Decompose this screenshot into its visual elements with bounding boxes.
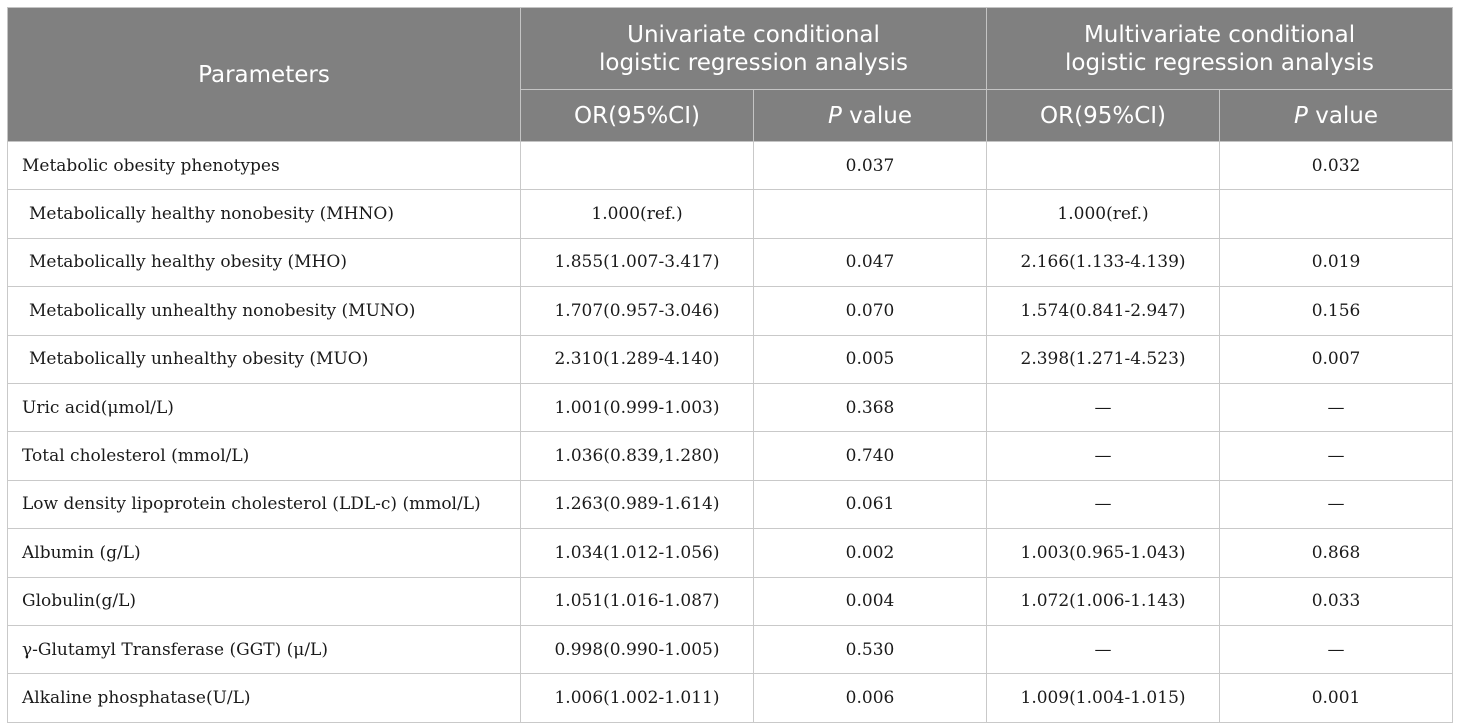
table-row <box>8 577 1453 625</box>
row-multi-or: 1.574(0.841-2.947) <box>987 287 1220 335</box>
row-multi-p: 0.868 <box>1220 529 1453 577</box>
row-multi-p <box>1220 190 1453 238</box>
row-uni-p: 0.005 <box>754 335 987 383</box>
table-row <box>8 674 1453 722</box>
row-multi-p: 0.007 <box>1220 335 1453 383</box>
row-uni-p: 0.070 <box>754 287 987 335</box>
table-row <box>8 190 1453 238</box>
row-parameter: γ-Glutamyl Transferase (GGT) (μ/L) <box>8 625 521 673</box>
row-parameter: Alkaline phosphatase(U/L) <box>8 674 521 722</box>
row-multi-p: 0.019 <box>1220 238 1453 286</box>
header-multi-or: OR(95%CI) <box>987 90 1220 142</box>
row-multi-or: 1.003(0.965-1.043) <box>987 529 1220 577</box>
row-uni-p: 0.004 <box>754 577 987 625</box>
row-uni-or: 1.263(0.989-1.614) <box>521 480 754 528</box>
row-uni-p: 0.368 <box>754 383 987 431</box>
row-multi-or: 1.009(1.004-1.015) <box>987 674 1220 722</box>
row-parameter: Low density lipoprotein cholesterol (LDL-c) (mmol/L) <box>8 480 521 528</box>
row-multi-p: — <box>1220 480 1453 528</box>
table-row <box>8 480 1453 528</box>
row-multi-or: 1.000(ref.) <box>987 190 1220 238</box>
row-multi-p: — <box>1220 432 1453 480</box>
table-row <box>8 238 1453 286</box>
regression-table <box>7 7 1453 723</box>
header-univariate-line2: logistic regression analysis <box>598 49 909 76</box>
row-uni-or: 1.036(0.839,1.280) <box>521 432 754 480</box>
table-body <box>8 142 1453 723</box>
table-row <box>8 142 1453 190</box>
header-uni-or: OR(95%CI) <box>521 90 754 142</box>
table-row <box>8 432 1453 480</box>
row-parameter: Metabolic obesity phenotypes <box>8 142 521 190</box>
row-parameter: Uric acid(μmol/L) <box>8 383 521 431</box>
row-uni-p: 0.061 <box>754 480 987 528</box>
header-multi-p <box>1220 90 1453 142</box>
row-uni-or: 1.034(1.012-1.056) <box>521 529 754 577</box>
row-multi-p: 0.032 <box>1220 142 1453 190</box>
row-uni-or: 0.998(0.990-1.005) <box>521 625 754 673</box>
p-suffix: value <box>1307 102 1379 129</box>
row-uni-or: 1.001(0.999-1.003) <box>521 383 754 431</box>
header-multivariate-line1: Multivariate conditional <box>1083 21 1356 48</box>
p-italic: P <box>828 102 842 129</box>
header-uni-p <box>754 90 987 142</box>
table-row <box>8 287 1453 335</box>
p-suffix: value <box>841 102 913 129</box>
header-multivariate <box>987 8 1453 90</box>
row-uni-or: 1.051(1.016-1.087) <box>521 577 754 625</box>
row-uni-or: 1.006(1.002-1.011) <box>521 674 754 722</box>
row-multi-p: — <box>1220 625 1453 673</box>
row-multi-or: 2.166(1.133-4.139) <box>987 238 1220 286</box>
row-multi-or: — <box>987 625 1220 673</box>
row-multi-or: — <box>987 432 1220 480</box>
row-uni-p: 0.740 <box>754 432 987 480</box>
header-univariate <box>521 8 987 90</box>
row-parameter: Total cholesterol (mmol/L) <box>8 432 521 480</box>
header-row-groups <box>8 8 1453 90</box>
row-multi-or: — <box>987 383 1220 431</box>
row-parameter: Metabolically unhealthy obesity (MUO) <box>8 335 521 383</box>
header-parameters: Parameters <box>8 8 521 142</box>
row-multi-or: 2.398(1.271-4.523) <box>987 335 1220 383</box>
row-parameter: Metabolically healthy nonobesity (MHNO) <box>8 190 521 238</box>
row-uni-or: 2.310(1.289-4.140) <box>521 335 754 383</box>
row-uni-p: 0.530 <box>754 625 987 673</box>
table-row <box>8 383 1453 431</box>
table-row <box>8 529 1453 577</box>
row-multi-p: 0.033 <box>1220 577 1453 625</box>
p-italic: P <box>1294 102 1308 129</box>
row-parameter: Metabolically unhealthy nonobesity (MUNO) <box>8 287 521 335</box>
row-uni-or: 1.855(1.007-3.417) <box>521 238 754 286</box>
header-univariate-line1: Univariate conditional <box>627 21 880 48</box>
row-uni-p: 0.047 <box>754 238 987 286</box>
row-multi-p: 0.001 <box>1220 674 1453 722</box>
row-parameter: Metabolically healthy obesity (MHO) <box>8 238 521 286</box>
row-uni-or: 1.000(ref.) <box>521 190 754 238</box>
row-parameter: Albumin (g/L) <box>8 529 521 577</box>
table-row <box>8 625 1453 673</box>
row-multi-or: 1.072(1.006-1.143) <box>987 577 1220 625</box>
row-multi-p: — <box>1220 383 1453 431</box>
row-uni-p: 0.006 <box>754 674 987 722</box>
row-uni-or: 1.707(0.957-3.046) <box>521 287 754 335</box>
row-uni-p: 0.002 <box>754 529 987 577</box>
row-parameter: Globulin(g/L) <box>8 577 521 625</box>
row-multi-p: 0.156 <box>1220 287 1453 335</box>
table-header <box>8 8 1453 142</box>
row-multi-or <box>987 142 1220 190</box>
table-row <box>8 335 1453 383</box>
row-uni-or <box>521 142 754 190</box>
row-uni-p: 0.037 <box>754 142 987 190</box>
header-multivariate-line2: logistic regression analysis <box>1065 49 1375 76</box>
row-multi-or: — <box>987 480 1220 528</box>
row-uni-p <box>754 190 987 238</box>
